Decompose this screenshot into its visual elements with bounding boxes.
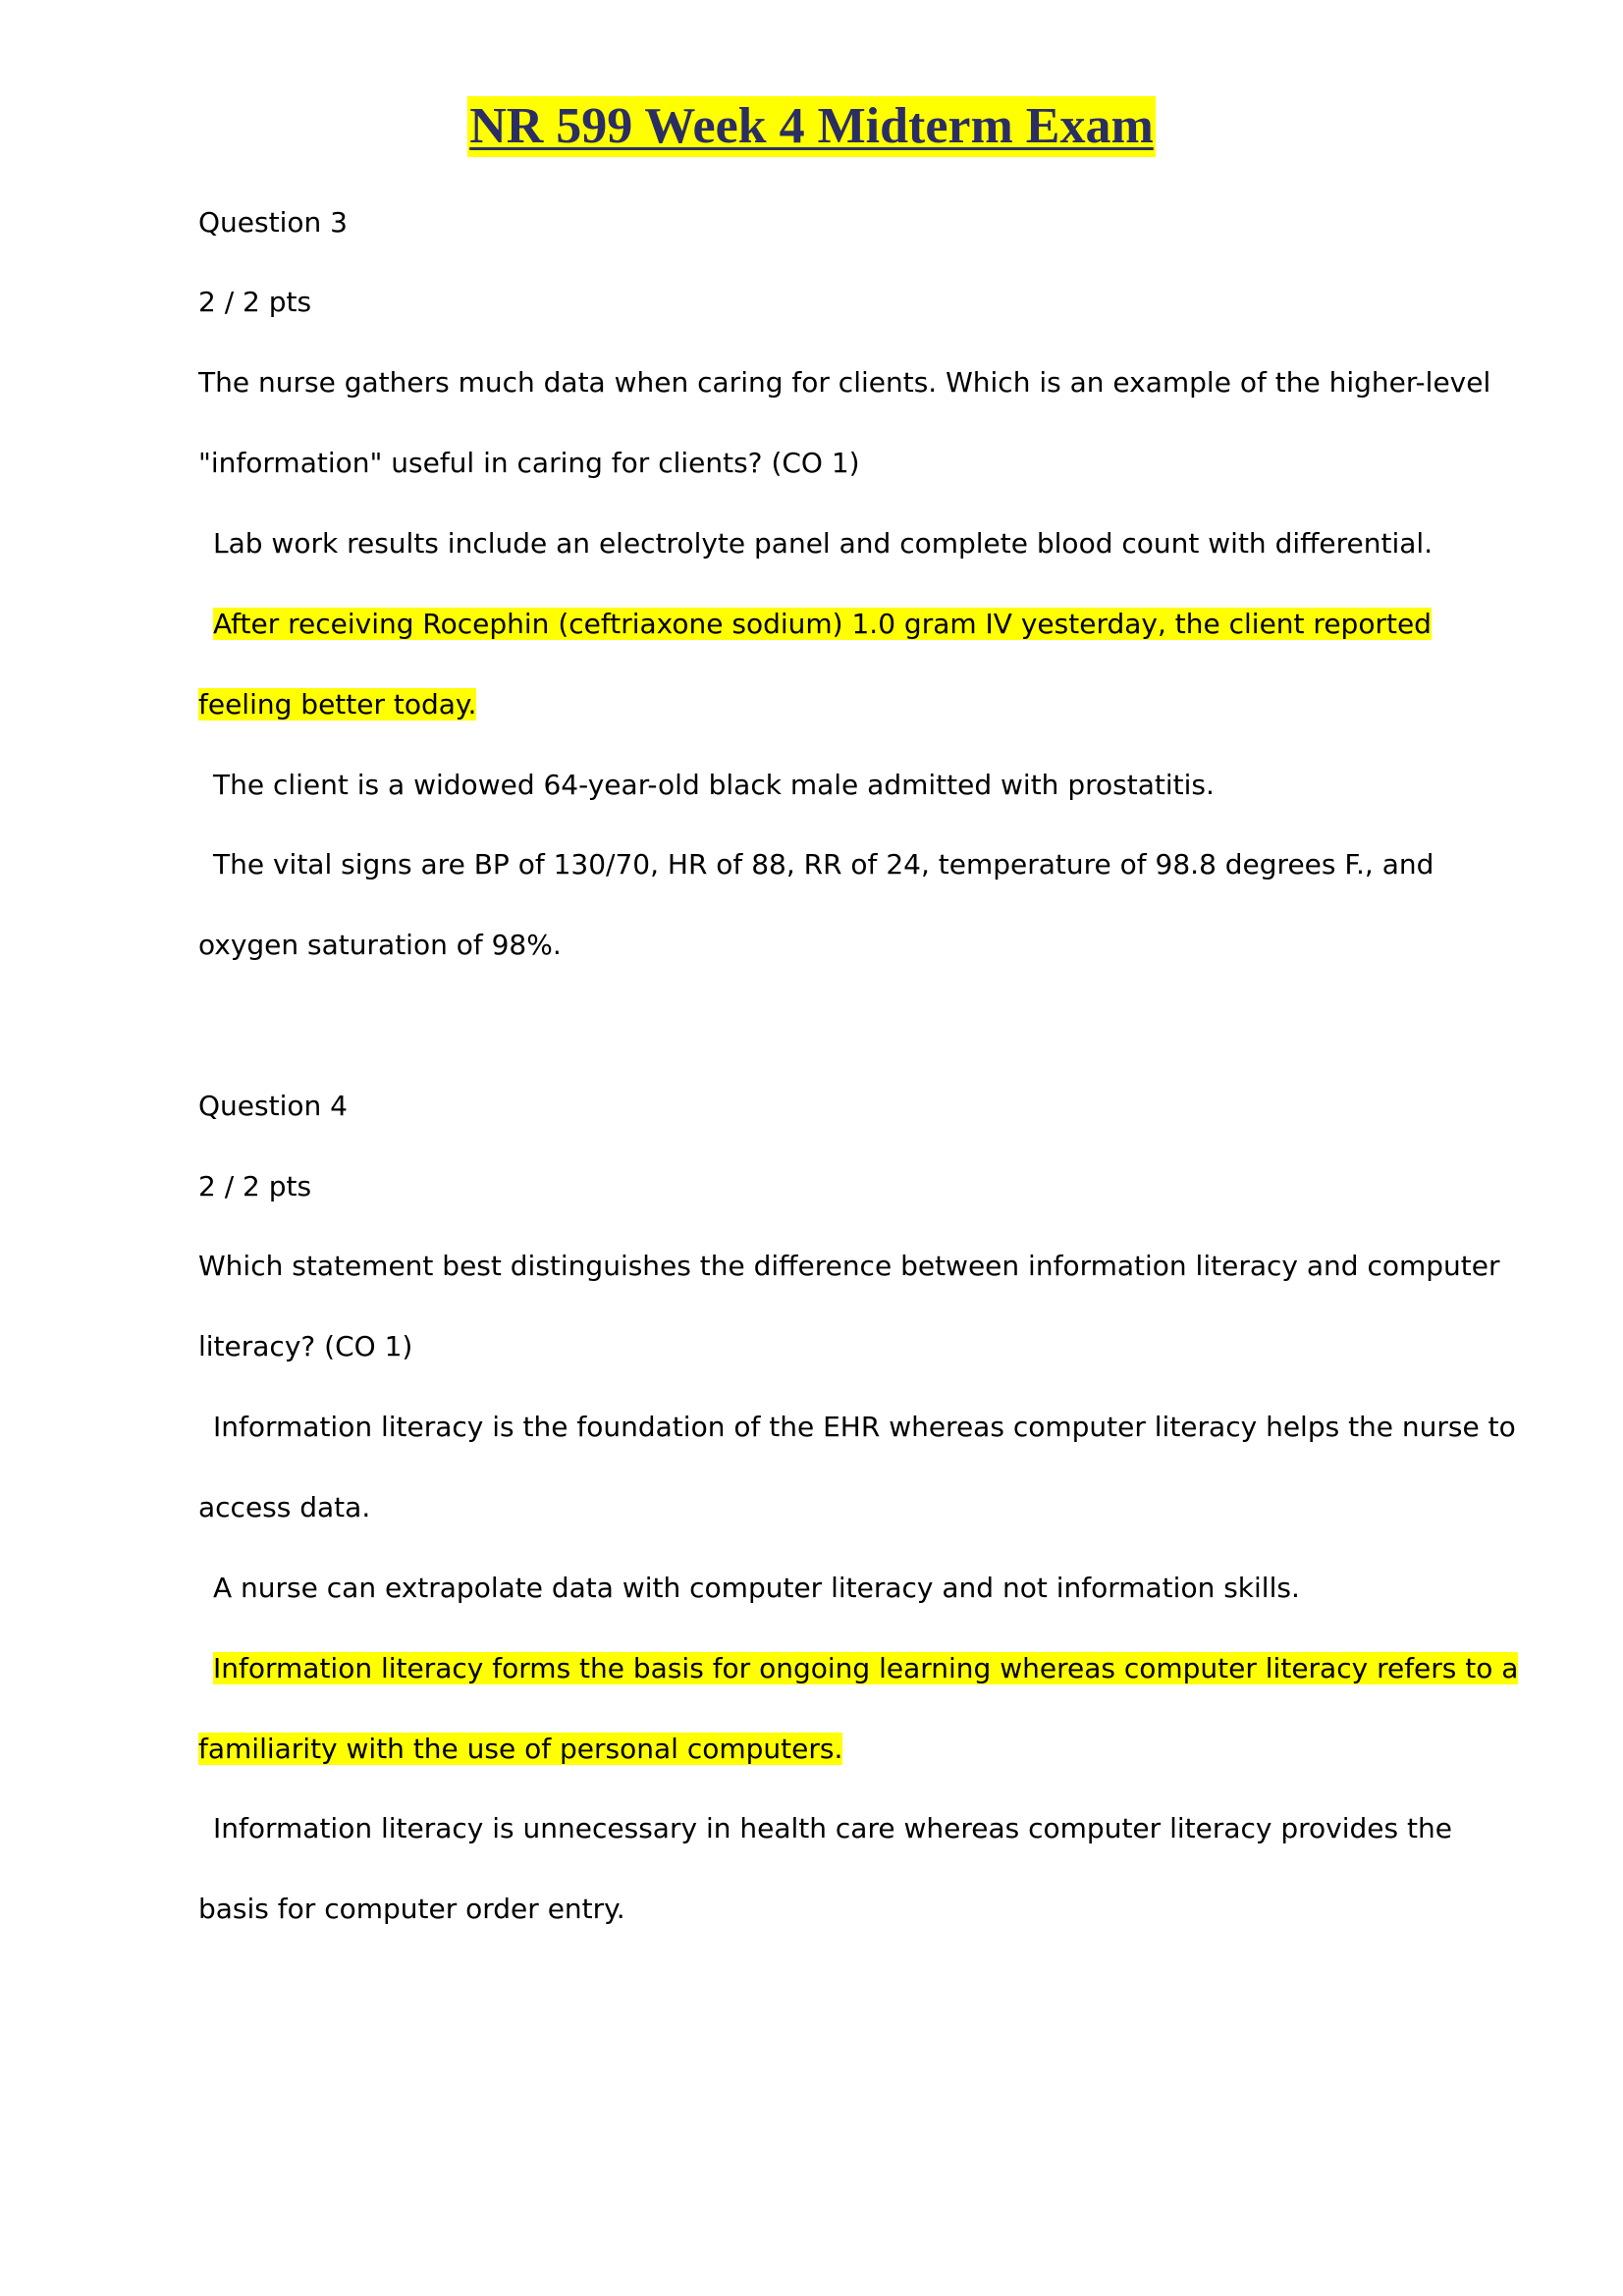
- question3-label: Question 3: [198, 206, 348, 239]
- question4-option-c-line2: [198, 1730, 842, 1769]
- question3-option-d-line2: oxygen saturation of 98%.: [198, 929, 562, 961]
- question3-prompt-line1: The nurse gathers much data when caring for clients. Which is an example of the higher-level: [198, 366, 1491, 399]
- question3-option-c: The client is a widowed 64-year-old black male admitted with prostatitis.: [213, 769, 1215, 801]
- question3-option-b-line2: [198, 685, 476, 724]
- question3-option-d-line1: The vital signs are BP of 130/70, HR of 88, RR of 24, temperature of 98.8 degrees F., and: [213, 848, 1434, 881]
- question3-option-b-line1-text: After receiving Rocephin (ceftriaxone sodium) 1.0 gram IV yesterday, the client reported: [213, 608, 1432, 640]
- question4-option-d-line2: basis for computer order entry.: [198, 1893, 625, 1925]
- question4-option-c-line2-text: familiarity with the use of personal computers.: [198, 1733, 843, 1765]
- question4-prompt-line2: literacy? (CO 1): [198, 1330, 413, 1362]
- question4-option-a-line1: Information literacy is the foundation of the EHR whereas computer literacy helps the nurse to: [213, 1411, 1516, 1443]
- question3-option-a: Lab work results include an electrolyte panel and complete blood count with differential.: [213, 527, 1434, 560]
- question3-prompt-line2: "information" useful in caring for clients? (CO 1): [198, 447, 860, 479]
- question4-label: Question 4: [198, 1090, 348, 1122]
- document-title: NR 599 Week 4 Midterm Exam: [467, 96, 1156, 157]
- question4-points: 2 / 2 pts: [198, 1170, 312, 1202]
- question4-prompt-line1: Which statement best distinguishes the difference between information literacy and computer: [198, 1250, 1500, 1282]
- question4-option-b: A nurse can extrapolate data with computer literacy and not information skills.: [213, 1572, 1300, 1604]
- question4-option-c-line1: [213, 1649, 1518, 1688]
- question3-points: 2 / 2 pts: [198, 286, 312, 318]
- question4-option-c-line1-text: Information literacy forms the basis for ongoing learning whereas computer literacy refers to a: [213, 1652, 1519, 1684]
- question3-option-b-line1: [213, 605, 1432, 644]
- question4-option-a-line2: access data.: [198, 1491, 371, 1523]
- title-container: [0, 96, 1623, 157]
- question3-option-b-line2-text: feeling better today.: [198, 688, 477, 721]
- question4-option-d-line1: Information literacy is unnecessary in health care whereas computer literacy provides the: [213, 1812, 1452, 1844]
